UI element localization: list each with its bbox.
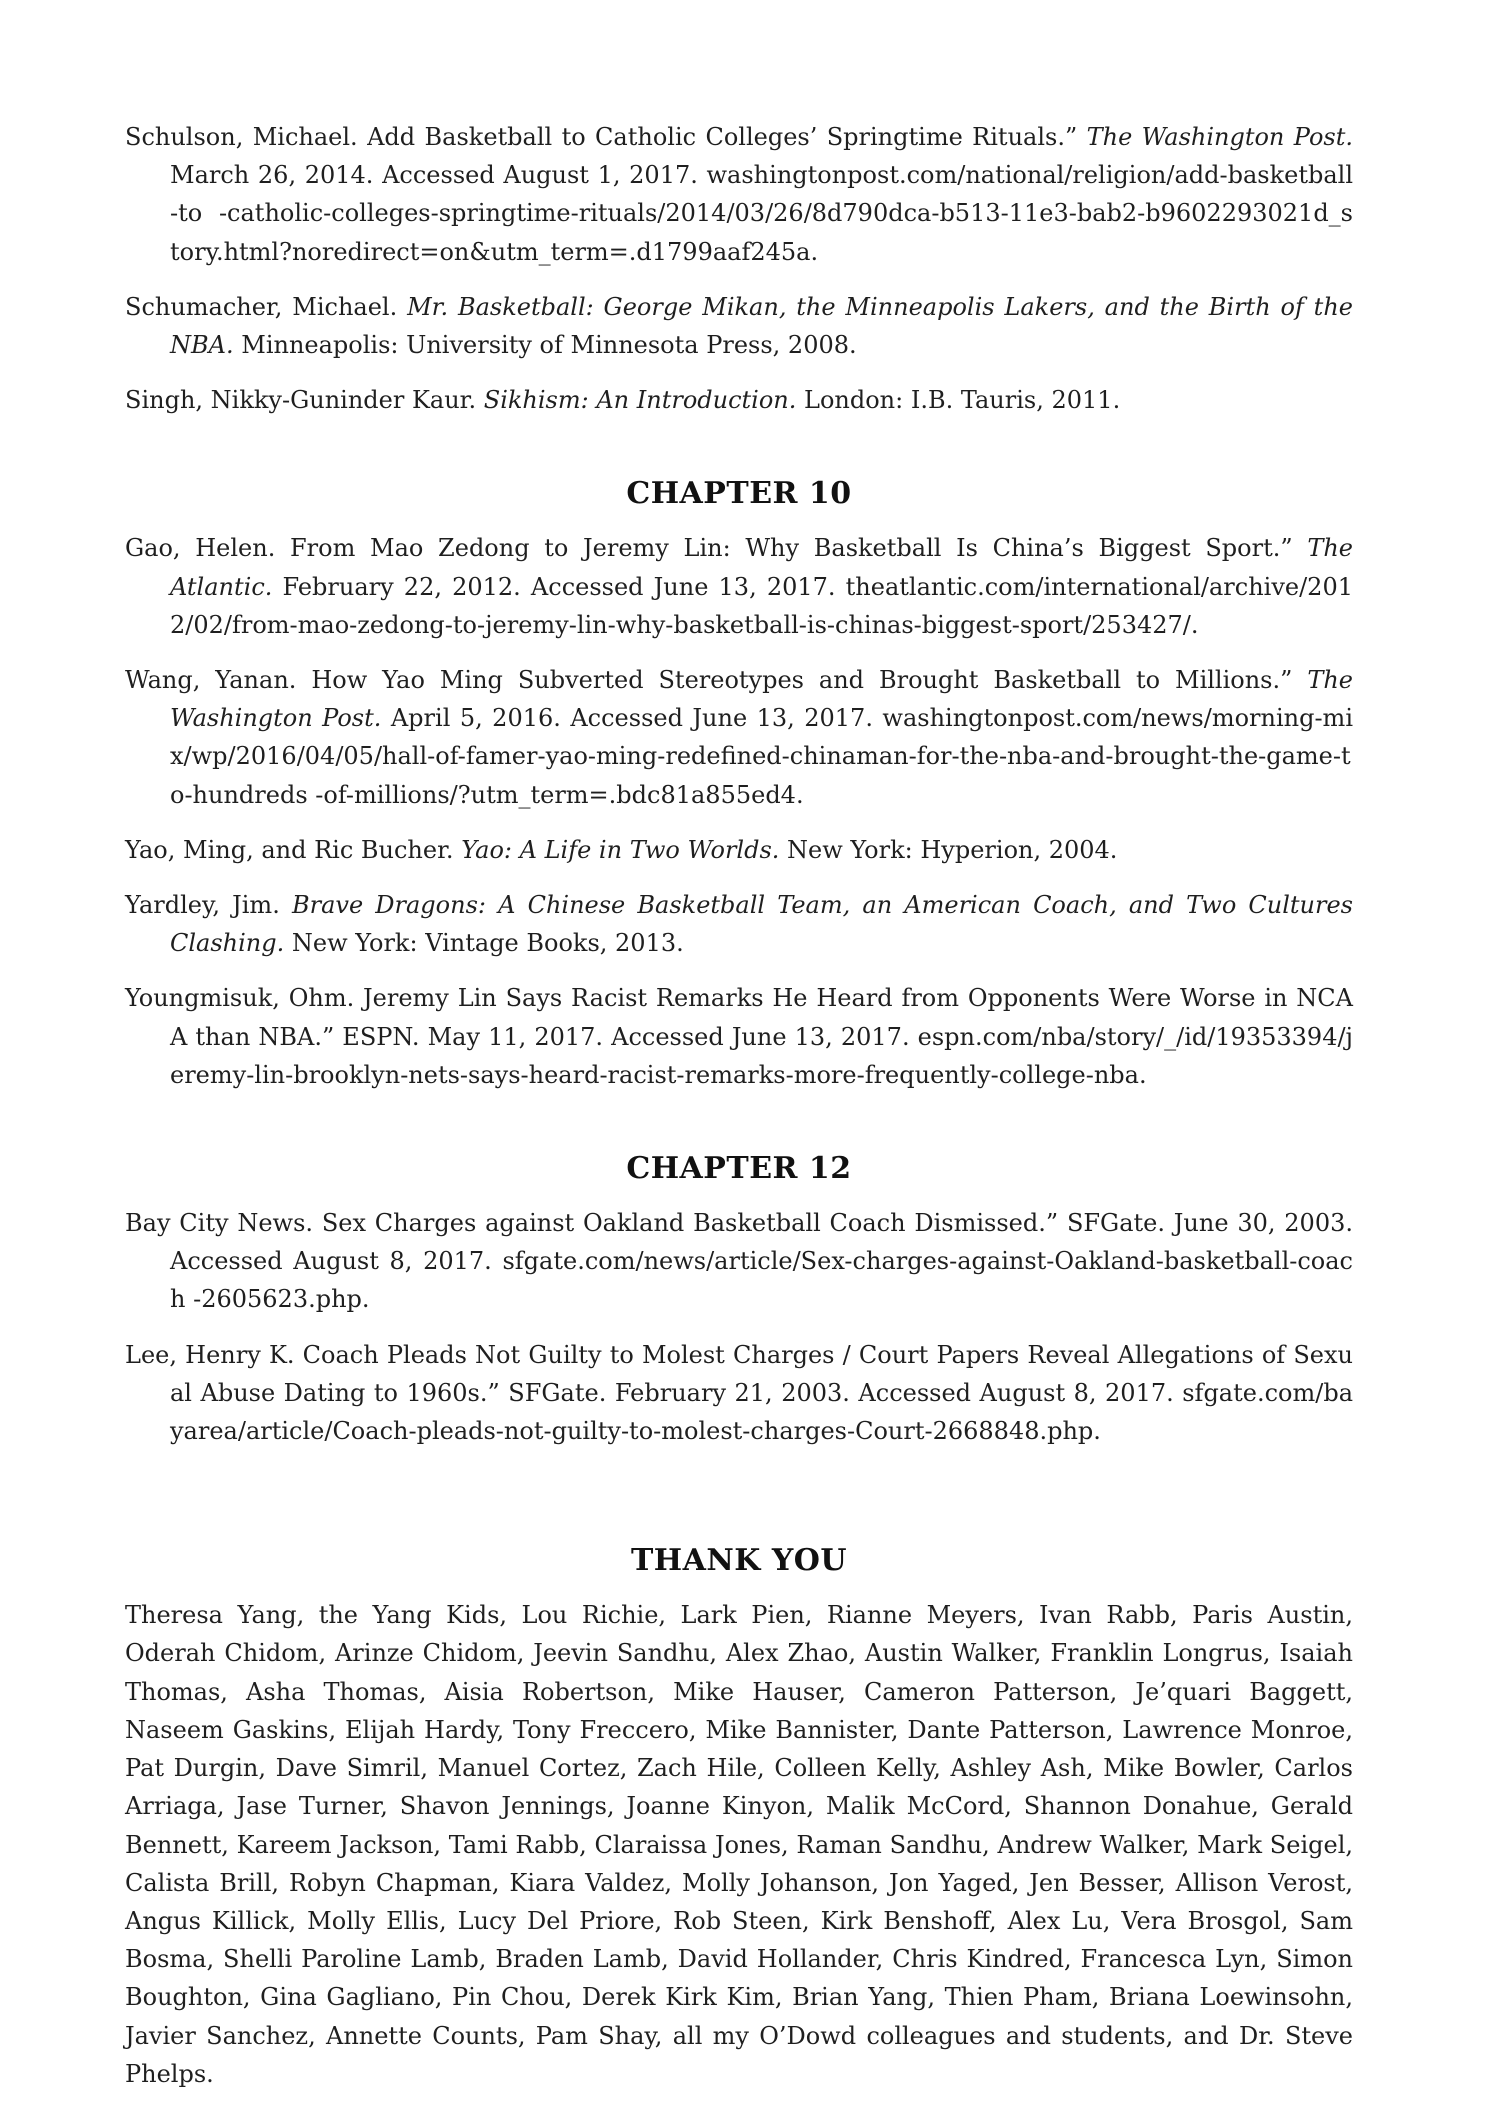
entry-text: Lee, Henry K. Coach Pleads Not Guilty to Molest Charges / Court Papers Reveal Allegations of Sexual Abuse Dating to 1960s.” SFGate. February 21, 2003. Accessed August 8, 2017. sfgate.com/bayarea/article/Coach-pleads-not-guilty-to-molest-charges-Court-2668848.php. [125, 1340, 1353, 1446]
entry-text: Youngmisuk, Ohm. Jeremy Lin Says Racist Remarks He Heard from Opponents Were Worse in NCAA than NBA.” ESPN. May 11, 2017. Accessed June 13, 2017. espn.com/nba/story/_/id/19353394/jeremy-lin-brooklyn-nets-says-heard-racist-remarks-more-frequently-college-nba. [125, 984, 1353, 1089]
bibliography-entry [125, 1336, 1353, 1451]
entry-text: Bay City News. Sex Charges against Oakland Basketball Coach Dismissed.” SFGate. June 30, 2003. Accessed August 8, 2017. sfgate.com/news/article/Sex-charges-against-Oakland-basketball-coach -2605623.php. [125, 1209, 1353, 1314]
chapter-heading: CHAPTER 10 [626, 476, 852, 512]
entry-text: Yardley, Jim. [125, 891, 292, 920]
entry-text: Schumacher, Michael. [125, 292, 408, 321]
entry-text-tail: London: I.B. Tauris, 2011. [796, 386, 1121, 415]
entry-text-tail: Minneapolis: University of Minnesota Press, 2008. [233, 331, 857, 360]
chapter-heading: CHAPTER 12 [626, 1151, 852, 1187]
bibliography-entry [125, 661, 1353, 814]
bibliography-section [125, 475, 1353, 1094]
entry-text-tail: April 5, 2016. Accessed June 13, 2017. washingtonpost.com/news/morning-mix/wp/2016/04/05/hall-of-famer-yao-ming-redefined-chinaman-for-the-nba-and-brought-the-game-to-hundreds -of-millions/?utm_term=.bdc81a855ed4. [170, 704, 1353, 809]
entry-italic-title: The Atlantic. [170, 534, 1353, 601]
entry-text: Gao, Helen. From Mao Zedong to Jeremy Lin: Why Basketball Is China’s Biggest Sport.” [125, 534, 1308, 563]
bibliography-section [125, 1150, 1353, 1450]
entry-text-tail: New York: Vintage Books, 2013. [284, 929, 684, 958]
bibliography-entry [125, 118, 1353, 271]
entry-italic-title: The Washington Post. [1086, 123, 1353, 151]
entry-text: Wang, Yanan. How Yao Ming Subverted Stereotypes and Brought Basketball to Millions.” [125, 666, 1308, 695]
thank-you-body: Theresa Yang, the Yang Kids, Lou Richie, Lark Pien, Rianne Meyers, Ivan Rabb, Paris Austin, Oderah Chidom, Arinze Chidom, Jeevin Sandhu, Alex Zhao, Austin Walker, Franklin Longrus, Isaiah Thomas, Asha Thomas, Aisia Robertson, Mike Hauser, Cameron Patterson, Je’quari Baggett, Naseem Gaskins, Elijah Hardy, Tony Freccero, Mike Bannister, Dante Patterson, Lawrence Monroe, Pat Durgin, Dave Simril, Manuel Cortez, Zach Hile, Colleen Kelly, Ashley Ash, Mike Bowler, Carlos Arriaga, Jase Turner, Shavon Jennings, Joanne Kinyon, Malik McCord, Shannon Donahue, Gerald Bennett, Kareem Jackson, Tami Rabb, Claraissa Jones, Raman Sandhu, Andrew Walker, Mark Seigel, Calista Brill, Robyn Chapman, Kiara Valdez, Molly Johanson, Jon Yaged, Jen Besser, Allison Verost, Angus Killick, Molly Ellis, Lucy Del Priore, Rob Steen, Kirk Benshoff, Alex Lu, Vera Brosgol, Sam Bosma, Shelli Paroline Lamb, Braden Lamb, David Hollander, Chris Kindred, Francesca Lyn, Simon Boughton, Gina Gagliano, Pin Chou, Derek Kirk Kim, Brian Yang, Thien Pham, Briana Loewinsohn, Javier Sanchez, Annette Counts, Pam Shay, all my O’Dowd colleagues and students, and Dr. Steve Phelps. [125, 1601, 1353, 2088]
bibliography-entry [125, 1204, 1353, 1319]
entry-text-tail: March 26, 2014. Accessed August 1, 2017. washingtonpost.com/national/religion/add-basketball-to -catholic-colleges-springtime-rituals/2014/03/26/8d790dca-b513-11e3-bab2-b9602293021d_story.html?noredirect=on&utm_term=.d1799aaf245a. [170, 161, 1353, 266]
entry-italic-title: The Washington Post. [170, 666, 1353, 733]
thank-you-heading: THANK YOU [630, 1543, 848, 1579]
entry-italic-title: Brave Dragons: A Chinese Basketball Team, an American Coach, and Two Cultures Clashing. [170, 891, 1353, 958]
bibliography-section [125, 118, 1353, 419]
document-page [125, 118, 1353, 2093]
bibliography-entry [125, 886, 1353, 962]
entry-text-tail: February 22, 2012. Accessed June 13, 2017. theatlantic.com/international/archive/2012/02/from-mao-zedong-to-jeremy-lin-why-basketball-is-chinas-biggest-sport/253427/. [170, 572, 1353, 639]
entry-text: Yao, Ming, and Ric Bucher. [125, 835, 462, 864]
entry-text: Singh, Nikky-Guninder Kaur. [125, 386, 484, 415]
entry-italic-title: Yao: A Life in Two Worlds. [461, 835, 780, 864]
bibliography-entry [125, 979, 1353, 1094]
bibliography-entry [125, 831, 1353, 869]
bibliography-entry [125, 381, 1353, 419]
entry-italic-title: Sikhism: An Introduction. [483, 386, 797, 415]
thank-you-section [125, 1542, 1353, 2093]
bibliography-entry [125, 288, 1353, 364]
entry-text-tail: New York: Hyperion, 2004. [779, 835, 1118, 864]
bibliography-entry [125, 529, 1353, 644]
entry-text: Schulson, Michael. Add Basketball to Catholic Colleges’ Springtime Rituals.” [125, 123, 1087, 151]
entry-italic-title: Mr. Basketball: George Mikan, the Minneapolis Lakers, and the Birth of the NBA. [170, 292, 1353, 360]
